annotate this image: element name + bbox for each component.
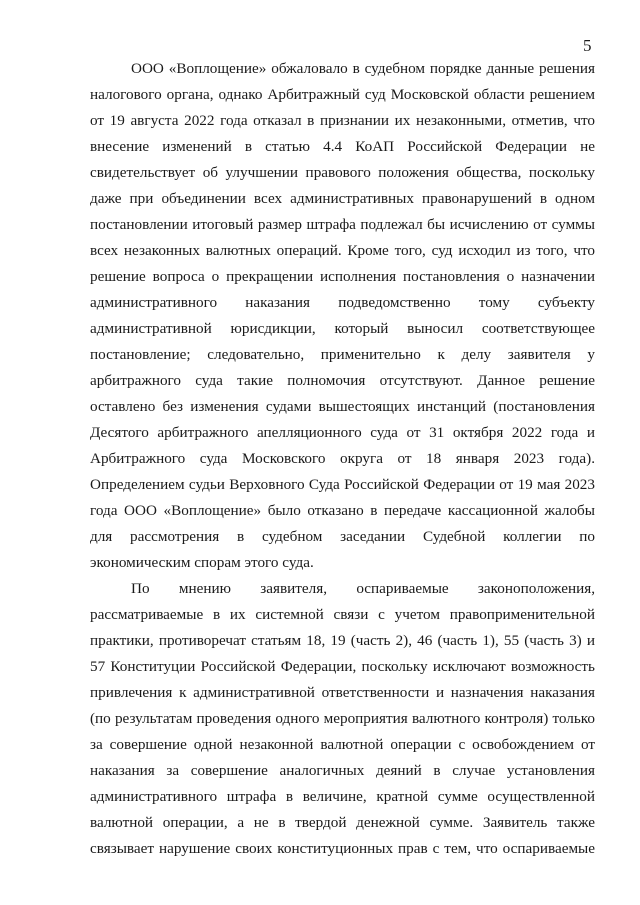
text-line: ООО «Воплощение» обжаловало в судебном порядке данные решения: [131, 60, 595, 77]
text-line: наказания за совершение аналогичных деяний в случае установления: [90, 762, 595, 779]
text-line: 57 Конституции Российской Федерации, поскольку исключают возможность: [90, 658, 595, 675]
text-line: свидетельствует об улучшении правового положения общества, поскольку: [90, 164, 595, 181]
text-line: для рассмотрения в судебном заседании Судебной коллегии по: [90, 528, 595, 545]
text-line: всех незаконных валютных операций. Кроме того, суд исходил из того, что: [90, 242, 595, 259]
text-line: от 19 августа 2022 года отказал в признании их незаконными, отметив, что: [90, 112, 595, 129]
text-line: постановлении итоговый размер штрафа подлежал бы исчислению от суммы: [90, 216, 595, 233]
text-line: связывает нарушение своих конституционных прав с тем, что оспариваемые: [90, 840, 595, 857]
text-line: (по результатам проведения одного мероприятия валютного контроля) только: [90, 710, 595, 727]
text-line: административного штрафа в величине, кратной сумме осуществленной: [90, 788, 595, 805]
text-line: Десятого арбитражного апелляционного суда от 31 октября 2022 года и: [90, 424, 595, 441]
text-line: экономическим спорам этого суда.: [90, 554, 314, 571]
text-line: внесение изменений в статью 4.4 КоАП Российской Федерации не: [90, 138, 595, 155]
text-line: валютной операции, а не в твердой денежной сумме. Заявитель также: [90, 814, 595, 831]
text-line: По мнению заявителя, оспариваемые законоположения,: [131, 580, 595, 597]
text-line: постановление; следовательно, применительно к делу заявителя у: [90, 346, 595, 363]
page-number: 5: [583, 36, 592, 55]
text-line: рассматриваемые в их системной связи с учетом правоприменительной: [90, 606, 595, 623]
document-body: [90, 56, 595, 862]
text-line: даже при объединении всех административных правонарушений в одном: [90, 190, 595, 207]
text-line: за совершение одной незаконной валютной операции с освобождением от: [90, 736, 595, 753]
text-line: решение вопроса о прекращении исполнения постановления о назначении: [90, 268, 595, 285]
text-line: административного наказания подведомственно тому субъекту: [90, 294, 595, 311]
text-line: привлечения к административной ответственности и назначения наказания: [90, 684, 595, 701]
text-line: налогового органа, однако Арбитражный суд Московской области решением: [90, 86, 595, 103]
text-line: административной юрисдикции, который выносил соответствующее: [90, 320, 595, 337]
text-line: арбитражного суда такие полномочия отсутствуют. Данное решение: [90, 372, 595, 389]
text-line: Арбитражного суда Московского округа от 18 января 2023 года).: [90, 450, 595, 467]
text-line: Определением судьи Верховного Суда Российской Федерации от 19 мая 2023: [90, 476, 595, 493]
text-line: года ООО «Воплощение» было отказано в передаче кассационной жалобы: [90, 502, 595, 519]
text-line: практики, противоречат статьям 18, 19 (часть 2), 46 (часть 1), 55 (часть 3) и: [90, 632, 595, 649]
text-line: оставлено без изменения судами вышестоящих инстанций (постановления: [90, 398, 595, 415]
